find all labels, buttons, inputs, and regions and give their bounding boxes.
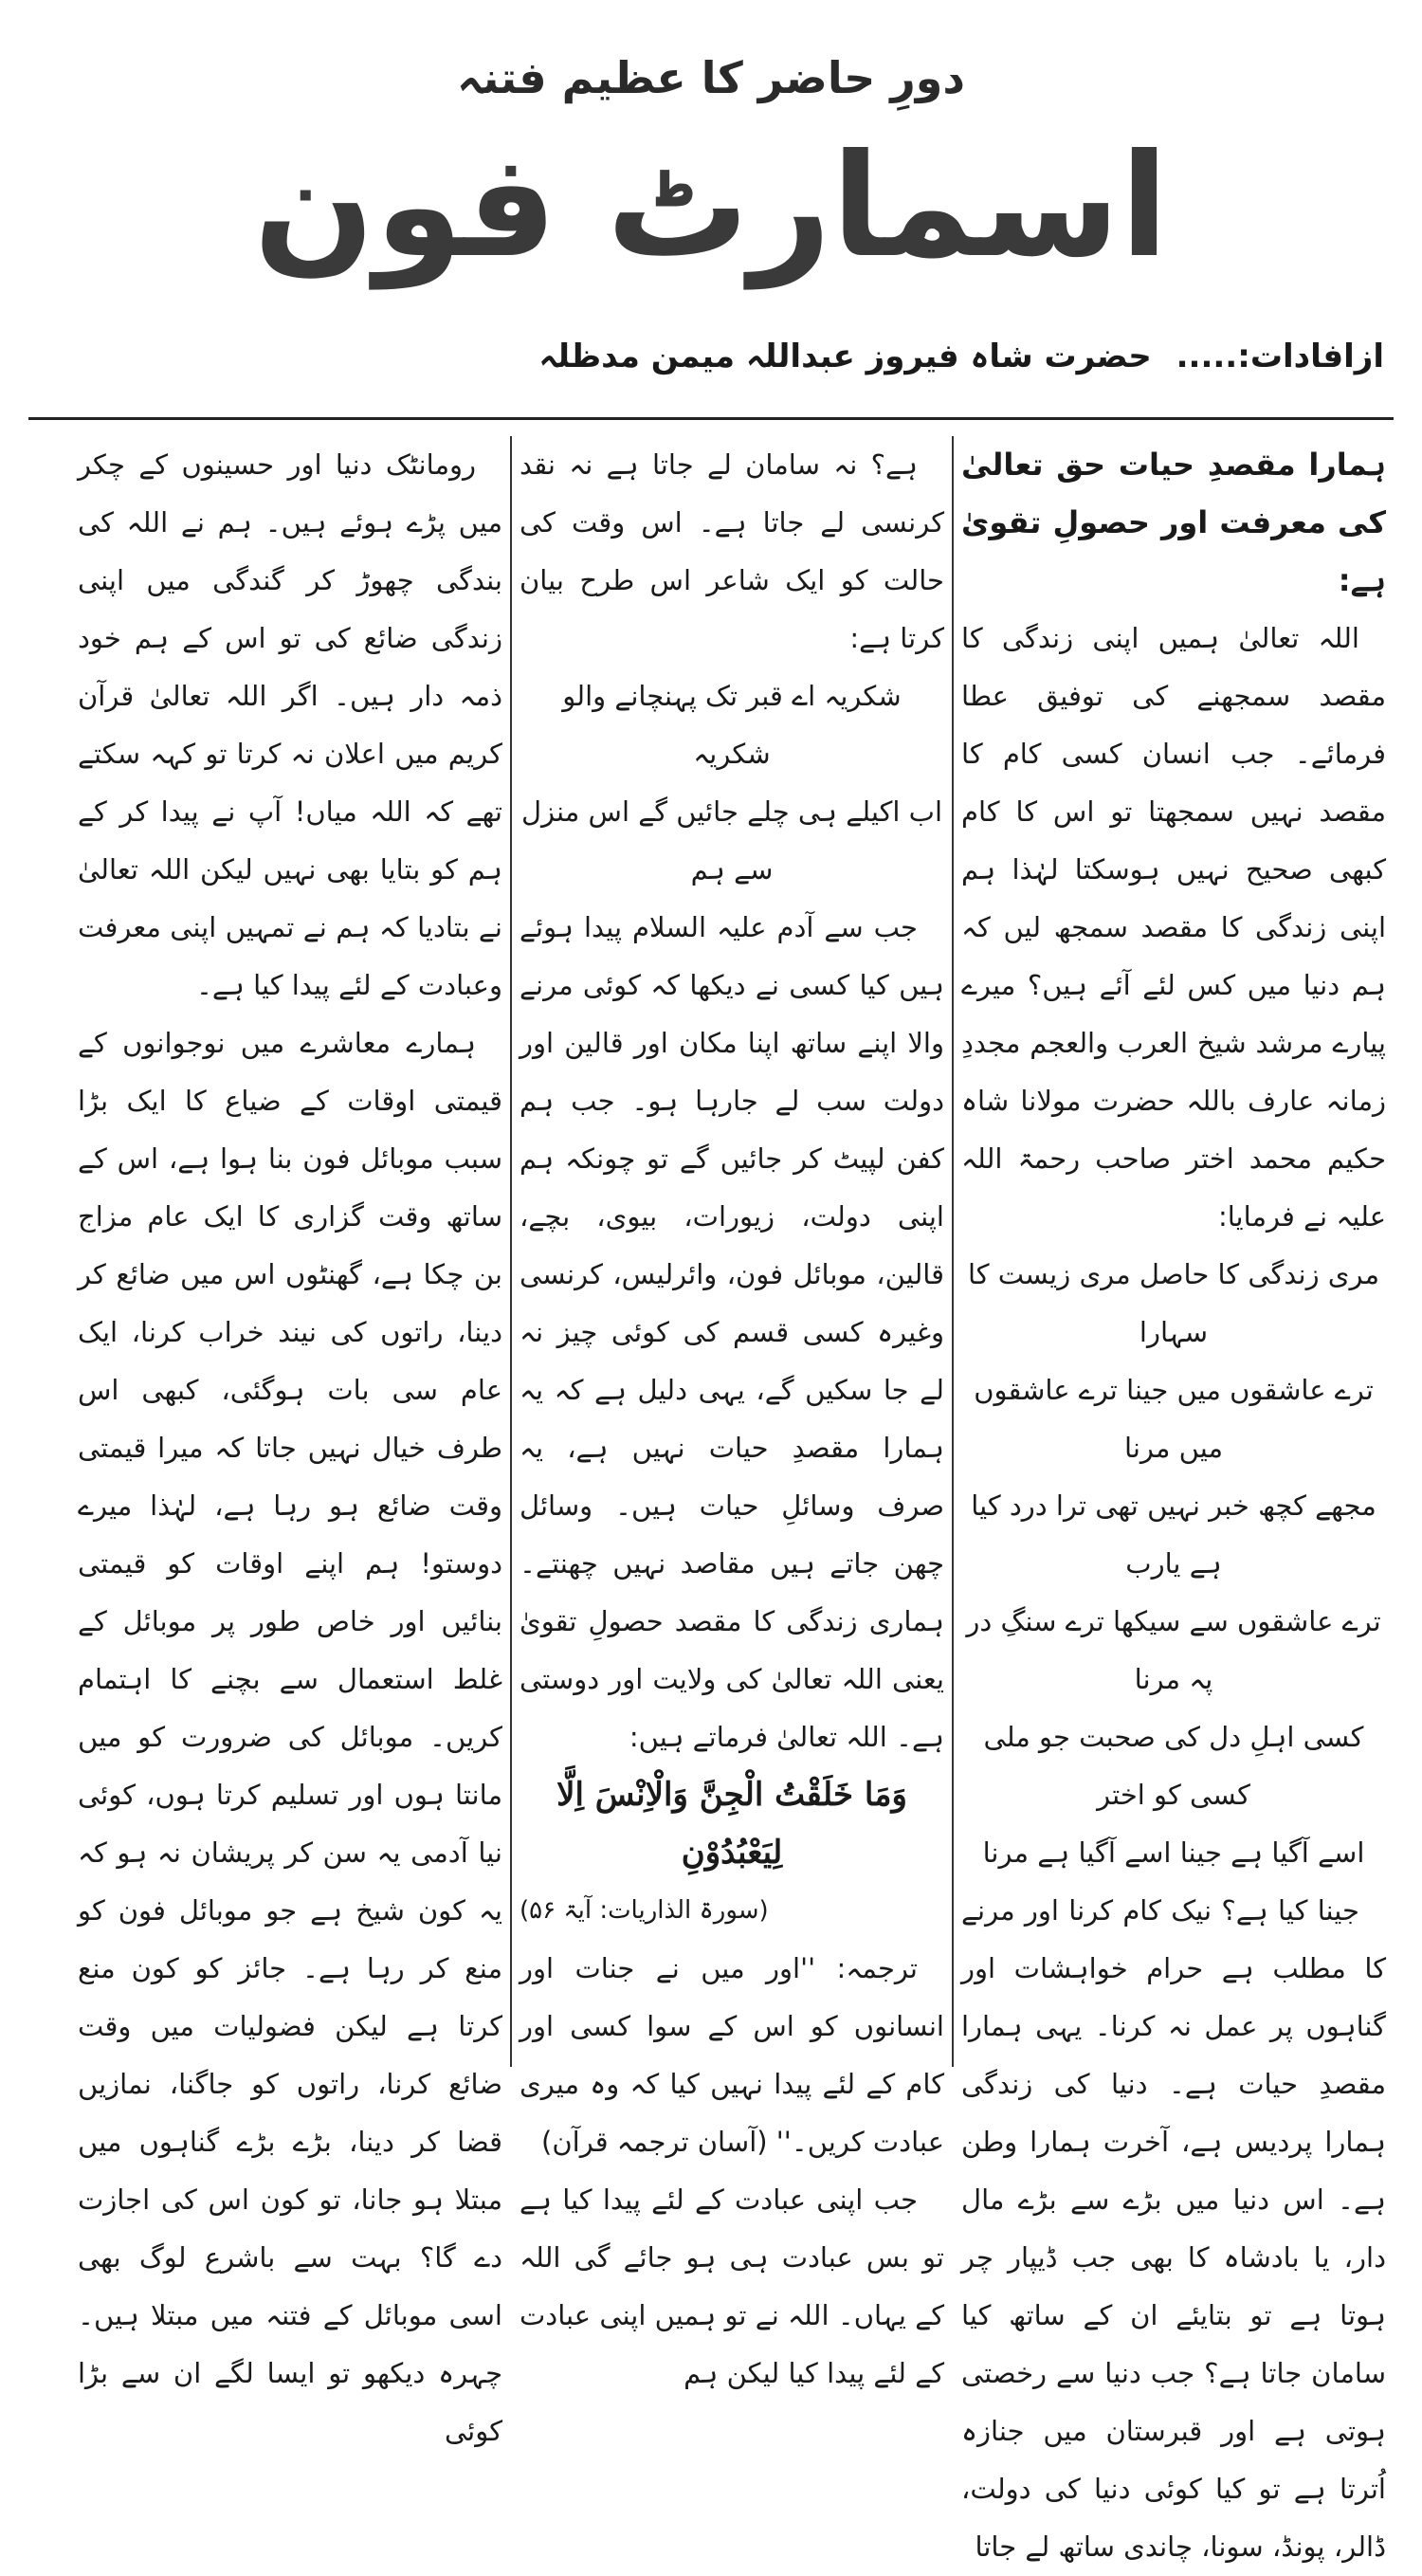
article-columns bbox=[28, 436, 1394, 2563]
verse-line: شکریہ اے قبر تک پہنچانے والو شکریہ bbox=[562, 680, 902, 770]
quran-verse: وَمَا خَلَقْتُ الْجِنَّ وَالْاِنْسَ اِلَّا لِيَعْبُدُوْنِ bbox=[556, 1776, 907, 1872]
verse-line: کسی اہلِ دل کی صحبت جو ملی کسی کو اختر bbox=[983, 1721, 1364, 1811]
verse-line: مری زندگی کا حاصل مری زیست کا سہارا bbox=[967, 1258, 1380, 1348]
paragraph: جینا کیا ہے؟ نیک کام کرنا اور مرنے کا مطلب ہے حرام خواہشات اور گناہوں پر عمل نہ کرنا۔ یہی ہمارا مقصدِ حیات ہے۔ دنیا کی زندگی ہمارا پردیس ہے، آخرت ہمارا وطن ہے۔ اس دنیا میں بڑے سے بڑے مال دار، یا بادشاہ کا بھی جب ڈیپار چر ہوتا ہے تو بتایئے ان کے ساتھ کیا سامان جاتا ہے؟ جب دنیا سے رخصتی ہوتی ہے اور قبرستان میں جنازہ اُترتا ہے تو کیا کوئی دنیا کی دولت، ڈالر، پونڈ، سونا، چاندی ساتھ لے جاتا bbox=[961, 1894, 1386, 2563]
byline bbox=[436, 337, 1384, 375]
paragraph: جب اپنی عبادت کے لئے پیدا کیا ہے تو بس عبادت ہی ہو جائے گی اللہ کے یہاں۔ اللہ نے تو ہمیں اپنی عبادت کے لئے پیدا کیا لیکن ہم bbox=[520, 2183, 944, 2389]
paragraph: اللہ تعالیٰ ہمیں اپنی زندگی کا مقصد سمجھنے کی توفیق عطا فرمائے۔ جب انسان کسی کام کا مقصد نہیں سمجھتا تو اس کا کام کبھی صحیح نہیں ہوسکتا لہٰذا ہم اپنی زندگی کا مقصد سمجھ لیں کہ ہم دنیا میں کس لئے آئے ہیں؟ میرے پیارے مرشد شیخ العرب والعجم مجددِ زمانہ عارف باللہ حضرت مولانا شاہ حکیم محمد اختر صاحب رحمۃ اللہ علیہ نے فرمایا: bbox=[961, 622, 1386, 1233]
column-middle bbox=[512, 436, 952, 2389]
paragraph: رومانٹک دنیا اور حسینوں کے چکر میں پڑے ہوئے ہیں۔ ہم نے اللہ کی بندگی چھوڑ کر گندگی میں اپنی زندگی ضائع کی تو اس کے ہم خود ذمہ دار ہیں۔ اگر اللہ تعالیٰ قرآن کریم میں اعلان نہ کرتا تو کہہ سکتے تھے کہ اللہ میاں! آپ نے پیدا کر کے ہم کو بتایا بھی نہیں لیکن اللہ تعالیٰ نے بتادیا کہ ہم نے تمہیں اپنی معرفت وعبادت کے لئے پیدا کیا ہے۔ bbox=[78, 448, 502, 1001]
verse-line: مجھے کچھ خبر نہیں تھی ترا درد کیا ہے یارب bbox=[971, 1489, 1376, 1580]
verse-line: ترے عاشقوں میں جینا ترے عاشقوں میں مرنا bbox=[974, 1374, 1374, 1464]
article-kicker: دورِ حاضر کا عظیم فتنہ bbox=[457, 52, 965, 103]
section-heading: ہمارا مقصدِ حیات حق تعالیٰ کی معرفت اور حصولِ تقویٰ ہے: bbox=[961, 447, 1386, 598]
byline-name: حضرت شاہ فیروز عبداللہ میمن مدظلہ bbox=[538, 338, 1152, 375]
paragraph: ہے؟ نہ سامان لے جاتا ہے نہ نقد کرنسی لے جاتا ہے۔ اس وقت کی حالت کو ایک شاعر اس طرح بیان کرتا ہے: bbox=[520, 448, 944, 654]
column-right bbox=[954, 436, 1394, 2563]
byline-prefix: ازافادات:..... bbox=[1176, 338, 1384, 375]
verse-line: اب اکیلے ہی چلے جائیں گے اس منزل سے ہم bbox=[520, 795, 943, 886]
verse-line: اسے آگیا ہے جینا اسے آگیا ہے مرنا bbox=[982, 1836, 1365, 1869]
quran-reference: (سورۃ الذاریات: آیۃ ۵۶) bbox=[520, 1896, 769, 1925]
paragraph: ہمارے معاشرے میں نوجوانوں کے قیمتی اوقات کے ضیاع کا ایک بڑا سبب موبائل فون بنا ہوا ہے، اس کے ساتھ وقت گزاری کا ایک عام مزاج بن چکا ہے، گھنٹوں اس میں ضائع کر دینا، راتوں کی نیند خراب کرنا، ایک عام سی بات ہوگئی، کبھی اس طرف خیال نہیں جاتا کہ میرا قیمتی وقت ضائع ہو رہا ہے، لہٰذا میرے دوستو! ہم اپنے اوقات کو قیمتی بنائیں اور خاص طور پر موبائل کے غلط استعمال سے بچنے کا اہتمام کریں۔ موبائل کی ضرورت کو میں مانتا ہوں اور تسلیم کرتا ہوں، کوئی نیا آدمی یہ سن کر پریشان نہ ہو کہ یہ کون شیخ ہے جو موبائل فون کو منع کر رہا ہے۔ جائز کو کون منع کرتا ہے لیکن فضولیات میں وقت ضائع کرنا، راتوں کو جاگنا، نمازیں قضا کر دینا، بڑے بڑے گناہوں میں مبتلا ہو جانا، تو کون اس کی اجازت دے گا؟ بہت سے باشرع لوگ بھی اسی موبائل کے فتنہ میں مبتلا ہیں۔ چہرہ دیکھو تو ایسا لگے ان سے بڑا کوئی bbox=[78, 1027, 502, 2447]
column-left bbox=[70, 436, 510, 2447]
verse-line: ترے عاشقوں سے سیکھا ترے سنگِ در پہ مرنا bbox=[966, 1605, 1381, 1695]
header-divider bbox=[28, 417, 1394, 420]
article-title: اسمارٹ فون bbox=[253, 124, 1169, 289]
paragraph: ترجمہ: ''اور میں نے جنات اور انسانوں کو اس کے سوا کسی اور کام کے لئے پیدا نہیں کیا کہ وہ میری عبادت کریں۔'' (آسان ترجمہ قرآن) bbox=[520, 1952, 944, 2158]
paragraph: جب سے آدم علیہ السلام پیدا ہوئے ہیں کیا کسی نے دیکھا کہ کوئی مرنے والا اپنے ساتھ اپنا مکان اور قالین اور دولت سب لے جارہا ہو۔ جب ہم کفن لپیٹ کر جائیں گے تو چونکہ ہم اپنی دولت، زیورات، بیوی، بچے، قالین، موبائل فون، وائرلیس، کرنسی وغیرہ کسی قسم کی کوئی چیز نہ لے جا سکیں گے، یہی دلیل ہے کہ یہ ہمارا مقصدِ حیات نہیں ہے، یہ صرف وسائلِ حیات ہیں۔ وسائل چھن جاتے ہیں مقاصد نہیں چھنتے۔ ہماری زندگی کا مقصد حصولِ تقویٰ یعنی اللہ تعالیٰ کی ولایت اور دوستی ہے۔ اللہ تعالیٰ فرماتے ہیں: bbox=[520, 911, 944, 1753]
